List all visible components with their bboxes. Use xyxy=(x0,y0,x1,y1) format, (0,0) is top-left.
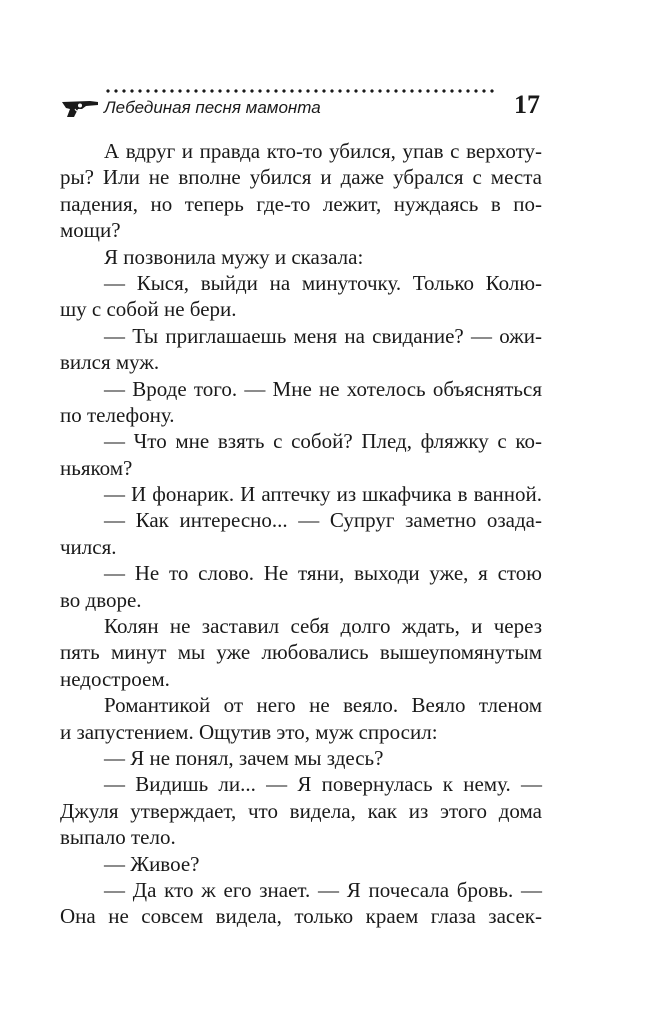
text-line: — Видишь ли... — Я повернулась к нему. — xyxy=(104,772,542,797)
text-line: недостроем. xyxy=(60,666,170,691)
text-line: пять минут мы уже любовались вышеупомянутым xyxy=(60,640,542,665)
text-line: ньяком? xyxy=(60,455,133,480)
text-line: во дворе. xyxy=(60,587,142,612)
text-line: — Не то слово. Не тяни, выходи уже, я стою xyxy=(104,561,542,586)
text-line: Колян не заставил себя долго ждать, и через xyxy=(104,614,542,639)
text-line: мощи? xyxy=(60,218,121,243)
text-line: — Как интересно... — Супруг заметно озада- xyxy=(104,508,542,533)
text-line: падения, но теперь где-то лежит, нуждаясь в по- xyxy=(60,191,542,216)
text-line: — Что мне взять с собой? Плед, фляжку с ко- xyxy=(104,429,542,454)
text-line: чился. xyxy=(60,534,117,559)
text-line: — Кыся, выйди на минуточку. Только Колю- xyxy=(104,270,542,295)
running-header xyxy=(60,88,550,128)
text-line: — Я не понял, зачем мы здесь? xyxy=(104,745,384,770)
text-line: Романтикой от него не веяло. Веяло тленом xyxy=(104,693,542,718)
dotted-rule xyxy=(104,88,494,94)
text-line: — И фонарик. И аптечку из шкафчика в ванной. xyxy=(104,482,542,507)
text-line: Она не совсем видела, только краем глаза засек- xyxy=(60,904,542,929)
text-line: — Ты приглашаешь меня на свидание? — ожи- xyxy=(104,323,542,348)
text-line: Я позвонила мужу и сказала: xyxy=(104,244,364,269)
text-line: А вдруг и правда кто-то убился, упав с верхоту- xyxy=(104,139,542,163)
text-line: и запустением. Ощутив это, муж спросил: xyxy=(60,719,438,744)
text-line: — Да кто ж его знает. — Я почесала бровь. — xyxy=(104,877,542,902)
text-line: Джуля утверждает, что видела, как из этого дома xyxy=(60,798,542,823)
text-line: шу с собой не бери. xyxy=(60,297,237,322)
text-line: вился муж. xyxy=(60,350,160,375)
text-line: — Вроде того. — Мне не хотелось объясняться xyxy=(104,376,542,401)
text-line: по телефону. xyxy=(60,402,175,427)
text-line: выпало тело. xyxy=(60,825,176,850)
text-line: — Живое? xyxy=(104,851,200,876)
body-text xyxy=(60,138,542,930)
text-line: ры? Или не вполне убился и даже убрался с места xyxy=(60,165,542,190)
page-number: 17 xyxy=(514,90,540,119)
running-title: Лебединая песня мамонта xyxy=(104,98,321,117)
revolver-icon xyxy=(60,96,100,118)
